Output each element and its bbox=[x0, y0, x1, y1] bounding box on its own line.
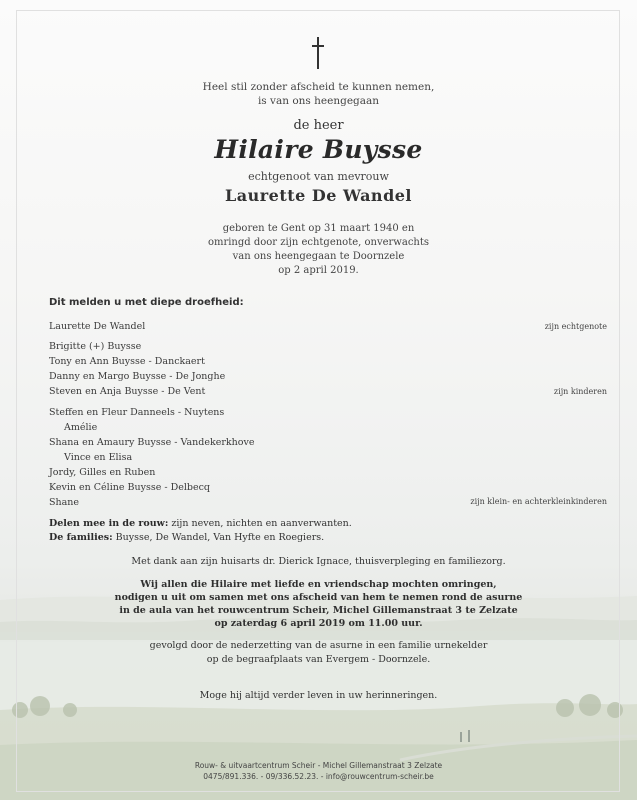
burial-line: gevolgd door de nederzetting van de asurne in een familie urnekelder bbox=[149, 640, 488, 651]
thanks-text: Met dank aan zijn huisarts dr. Dierick Ignace, thuisverpleging en familiezorg. bbox=[131, 556, 506, 567]
grandchild-row: Kevin en Céline Buysse - Delbecq bbox=[49, 482, 210, 493]
funeral-home-footer bbox=[0, 760, 637, 782]
spouse-intro: echtgenoot van mevrouw bbox=[248, 170, 389, 183]
birth-line: omringd door zijn echtgenote, onverwachts bbox=[207, 237, 430, 248]
burial-line: op de begraafplaats van Evergem - Doornzele. bbox=[206, 654, 431, 665]
title-prefix: de heer bbox=[293, 118, 344, 133]
birth-line: op 2 april 2019. bbox=[278, 265, 359, 276]
footer-line: 0475/891.336. - 09/336.52.23. - info@rouwcentrum-scheir.be bbox=[203, 772, 434, 781]
families-text: Buysse, De Wandel, Van Hyfte en Roegiers. bbox=[115, 532, 325, 543]
invitation-line: in de aula van het rouwcentrum Scheir, Michel Gillemanstraat 3 te Zelzate bbox=[119, 605, 518, 616]
grandchild-row: Shana en Amaury Buysse - Vandekerkhove bbox=[49, 437, 255, 448]
intro-line: Heel stil zonder afscheid te kunnen nemen, bbox=[202, 81, 435, 93]
child-row: Steven en Anja Buysse - De Vent bbox=[49, 386, 206, 397]
invitation-line: Wij allen die Hilaire met liefde en vriendschap mochten omringen, bbox=[140, 579, 497, 590]
grandchild-row: Jordy, Gilles en Ruben bbox=[49, 467, 156, 478]
grandchild-row: Steffen en Fleur Danneels - Nuytens bbox=[49, 407, 225, 418]
grandchildren-relation: zijn klein- en achterkleinkinderen bbox=[470, 497, 607, 506]
birth-text bbox=[0, 222, 637, 278]
closing-wish: Moge hij altijd verder leven in uw herinneringen. bbox=[199, 690, 438, 701]
intro-text bbox=[0, 80, 637, 108]
spouse-relation: zijn echtgenote bbox=[544, 322, 607, 331]
children-relation: zijn kinderen bbox=[553, 387, 607, 396]
spouse-row: Laurette De Wandel bbox=[49, 321, 146, 332]
share-label: Delen mee in de rouw: bbox=[49, 518, 169, 529]
intro-line: is van ons heengegaan bbox=[257, 95, 380, 107]
birth-line: van ons heengegaan te Doornzele bbox=[232, 251, 405, 262]
child-row: Danny en Margo Buysse - De Jonghe bbox=[49, 371, 226, 382]
burial-text bbox=[0, 639, 637, 667]
families-label: De families: bbox=[49, 532, 113, 543]
invitation-line: nodigen u uit om samen met ons afscheid van hem te nemen rond de asurne bbox=[114, 592, 523, 603]
mourning-section bbox=[49, 517, 352, 545]
invitation-line: op zaterdag 6 april 2019 om 11.00 uur. bbox=[214, 618, 423, 629]
deceased-name: Hilaire Buysse bbox=[214, 135, 423, 164]
grandchild-row: Amélie bbox=[64, 422, 98, 433]
announcement-heading: Dit melden u met diepe droefheid: bbox=[49, 297, 244, 308]
birth-line: geboren te Gent op 31 maart 1940 en bbox=[222, 223, 415, 234]
child-row: Brigitte (+) Buysse bbox=[49, 341, 142, 352]
grandchild-row: Vince en Elisa bbox=[64, 452, 133, 463]
child-row: Tony en Ann Buysse - Danckaert bbox=[49, 356, 205, 367]
invitation-text bbox=[0, 578, 637, 630]
share-text: zijn neven, nichten en aanverwanten. bbox=[171, 518, 352, 529]
cross-icon bbox=[310, 37, 326, 69]
spouse-name: Laurette De Wandel bbox=[224, 186, 413, 205]
grandchild-row: Shane bbox=[49, 497, 80, 508]
footer-line: Rouw- & uitvaartcentrum Scheir - Michel Gillemanstraat 3 Zelzate bbox=[194, 761, 443, 770]
